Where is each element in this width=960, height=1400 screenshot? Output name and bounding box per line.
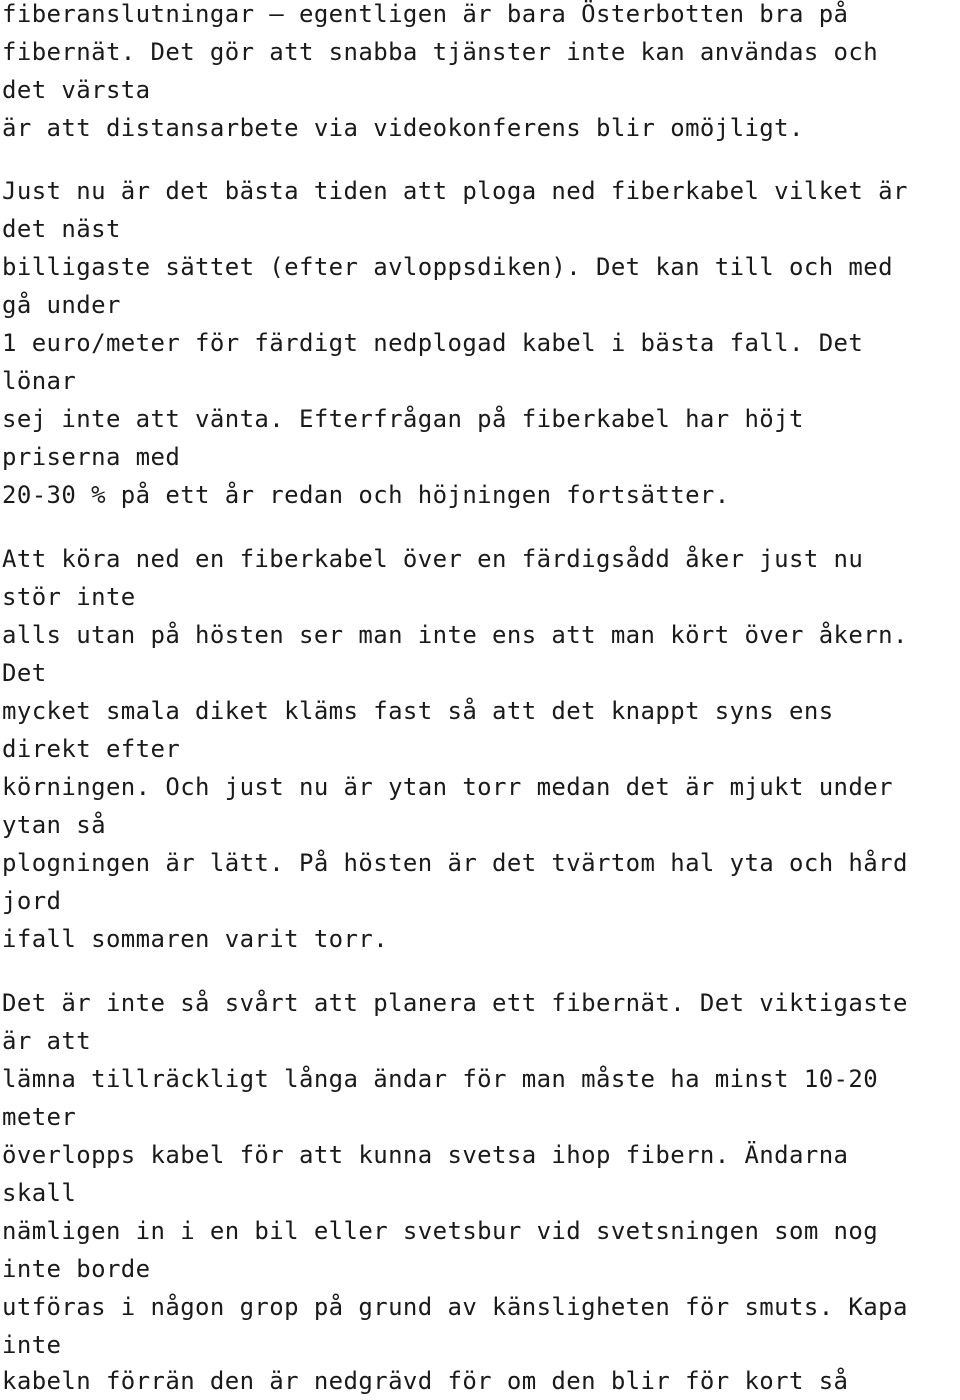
text-line: billigaste sättet (efter avloppsdiken). Det kan till och med (2, 253, 893, 281)
text-line: direkt efter (2, 735, 181, 763)
text-line: Det är inte så svårt att planera ett fibernät. Det viktigaste (2, 989, 908, 1017)
text-line: mycket smala diket kläms fast så att det knappt syns ens (2, 697, 834, 725)
text-line: lämna tillräckligt långa ändar för man måste ha minst 10-20 (2, 1065, 879, 1093)
text-line: gå under (2, 291, 121, 319)
text-line: överlopps kabel för att kunna svetsa ihop fibern. Ändarna (2, 1141, 849, 1169)
text-line: lönar (2, 367, 77, 395)
text-line: skall (2, 1179, 77, 1207)
text-line: ytan så (2, 811, 106, 839)
text-line: nämligen in i en bil eller svetsbur vid svetsningen som nog (2, 1217, 879, 1245)
text-line: Att köra ned en fiberkabel över en färdigsådd åker just nu (2, 545, 864, 573)
text-line: plogningen är lätt. På hösten är det tvärtom hal yta och hård (2, 849, 908, 877)
text-line: inte (2, 1331, 62, 1359)
text-line: jord (2, 887, 62, 915)
text-line: 20-30 % på ett år redan och höjningen fortsätter. (2, 481, 730, 509)
text-line: meter (2, 1103, 77, 1131)
text-line: körningen. Och just nu är ytan torr medan det är mjukt under (2, 773, 893, 801)
text-line: det värsta (2, 76, 151, 104)
text-line: fibernät. Det gör att snabba tjänster inte kan användas och (2, 38, 879, 66)
text-line: fiberanslutningar – egentligen är bara Österbotten bra på (2, 0, 849, 28)
text-line: ifall sommaren varit torr. (2, 925, 389, 953)
text-line: det näst (2, 215, 121, 243)
text-line: Det (2, 659, 47, 687)
text-line: alls utan på hösten ser man inte ens att man kört över åkern. (2, 621, 908, 649)
text-line: utföras i någon grop på grund av känsligheten för smuts. Kapa (2, 1293, 908, 1321)
text-line: stör inte (2, 583, 136, 611)
text-line: är att (2, 1027, 92, 1055)
text-line: kabeln förrän den är nedgrävd för om den blir för kort så (2, 1367, 849, 1395)
text-line: är att distansarbete via videokonferens blir omöjligt. (2, 114, 804, 142)
text-line: inte borde (2, 1255, 151, 1283)
text-line: 1 euro/meter för färdigt nedplogad kabel i bästa fall. Det (2, 329, 864, 357)
text-line: sej inte att vänta. Efterfrågan på fiberkabel har höjt (2, 405, 804, 433)
text-line: priserna med (2, 443, 181, 471)
text-line: Just nu är det bästa tiden att ploga ned fiberkabel vilket är (2, 177, 908, 205)
